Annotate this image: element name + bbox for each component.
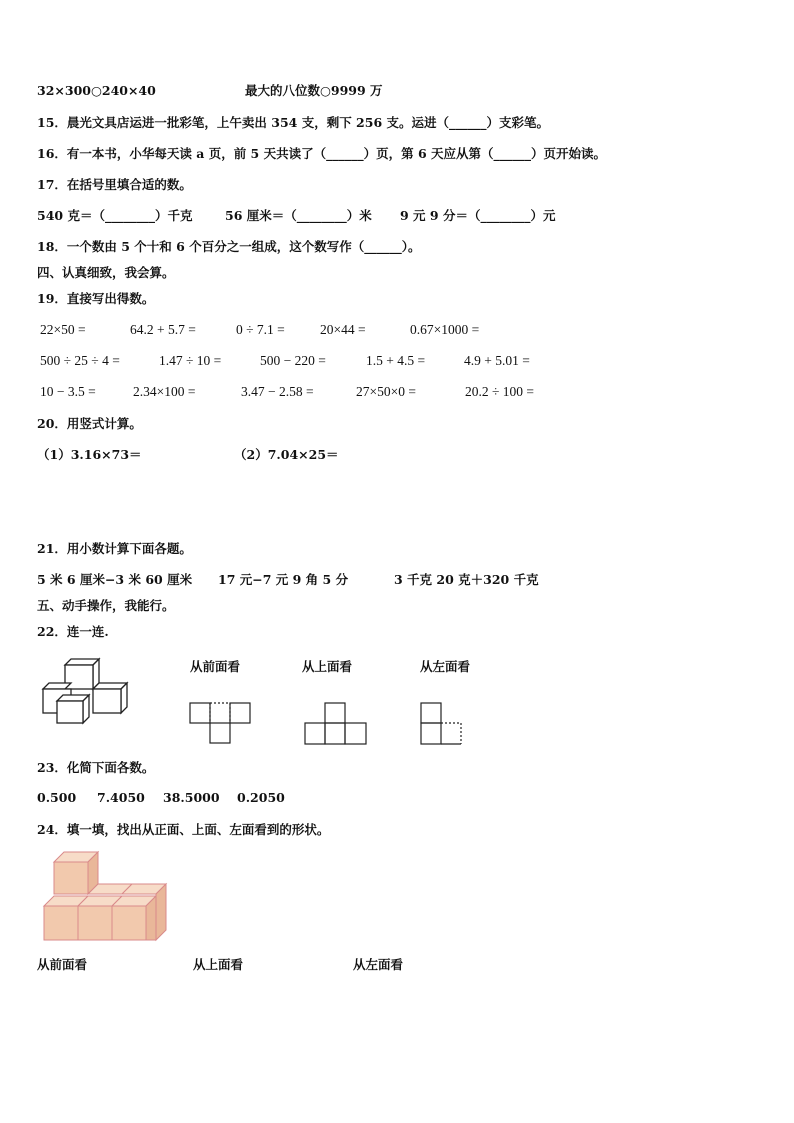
question-17-title: 17．在括号里填合适的数。 [37,177,192,192]
view-label-front: 从前面看 [37,957,88,972]
question-21-item-3: 3 千克 20 克＋320 千克 [394,572,539,587]
calc-item: 4.9 + 5.01 = [464,353,530,368]
view-label-top: 从上面看 [193,957,244,972]
view-label-top: 从上面看 [302,659,353,674]
question-20-title: 20．用竖式计算。 [37,416,142,431]
question-19-title: 19．直接写出得数。 [37,291,155,306]
question-21-item-1: 5 米 6 厘米−3 米 60 厘米 [37,572,193,587]
calc-item: 0 ÷ 7.1 = [236,322,285,337]
calc-item: 27×50×0 = [356,384,416,399]
decimal-number: 38.5000 [163,790,220,805]
view-shape-top [304,702,368,746]
view-shape-front [189,702,251,746]
view-label-left: 从左面看 [420,659,471,674]
decimal-number: 0.2050 [237,790,285,805]
question-20-item-1: （1）3.16×73＝ [37,447,142,462]
question-20-item-2: （2）7.04×25＝ [234,447,339,462]
calc-item: 1.47 ÷ 10 = [159,353,222,368]
question-23-title: 23．化简下面各数。 [37,760,155,775]
question-21-item-2: 17 元−7 元 9 角 5 分 [218,572,349,587]
cube-stack-illustration [40,655,140,725]
calc-item: 500 ÷ 25 ÷ 4 = [40,353,120,368]
comparison-1: 32×300○240×40 [37,83,156,98]
calc-item: 3.47 − 2.58 = [241,384,314,399]
question-16: 16．有一本书，小华每天读 a 页，前 5 天共读了（______）页，第 6 天应从第（______）页开始读。 [37,146,607,161]
section-5-heading: 五、动手操作，我能行。 [37,598,175,613]
calc-item: 1.5 + 4.5 = [366,353,426,368]
decimal-number: 7.4050 [97,790,145,805]
calc-item: 20.2 ÷ 100 = [465,384,535,399]
comparison-2: 最大的八位数○9999 万 [245,83,383,98]
question-22-title: 22．连一连. [37,624,109,639]
question-24-title: 24．填一填，找出从正面、上面、左面看到的形状。 [37,822,330,837]
calc-item: 500 − 220 = [260,353,326,368]
question-21-title: 21．用小数计算下面各题。 [37,541,192,556]
calc-item: 10 − 3.5 = [40,384,96,399]
question-15: 15．晨光文具店运进一批彩笔，上午卖出 354 支，剩下 256 支。运进（______）支彩笔。 [37,115,549,130]
colored-cube-illustration [42,850,172,942]
calc-item: 2.34×100 = [133,384,196,399]
calc-item: 0.67×1000 = [410,322,480,337]
calc-item: 20×44 = [320,322,366,337]
calc-item: 22×50 = [40,322,86,337]
view-label-left: 从左面看 [353,957,404,972]
view-label-front: 从前面看 [190,659,241,674]
section-4-heading: 四、认真细致，我会算。 [37,265,175,280]
question-17-item-2: 56 厘米＝（________）米 [225,208,372,223]
question-17-item-3: 9 元 9 分＝（________）元 [400,208,556,223]
view-shape-left [420,702,464,746]
calc-item: 64.2 + 5.7 = [130,322,196,337]
decimal-number: 0.500 [37,790,77,805]
question-17-item-1: 540 克＝（________）千克 [37,208,193,223]
question-18: 18．一个数由 5 个十和 6 个百分之一组成，这个数写作（______）。 [37,239,421,254]
